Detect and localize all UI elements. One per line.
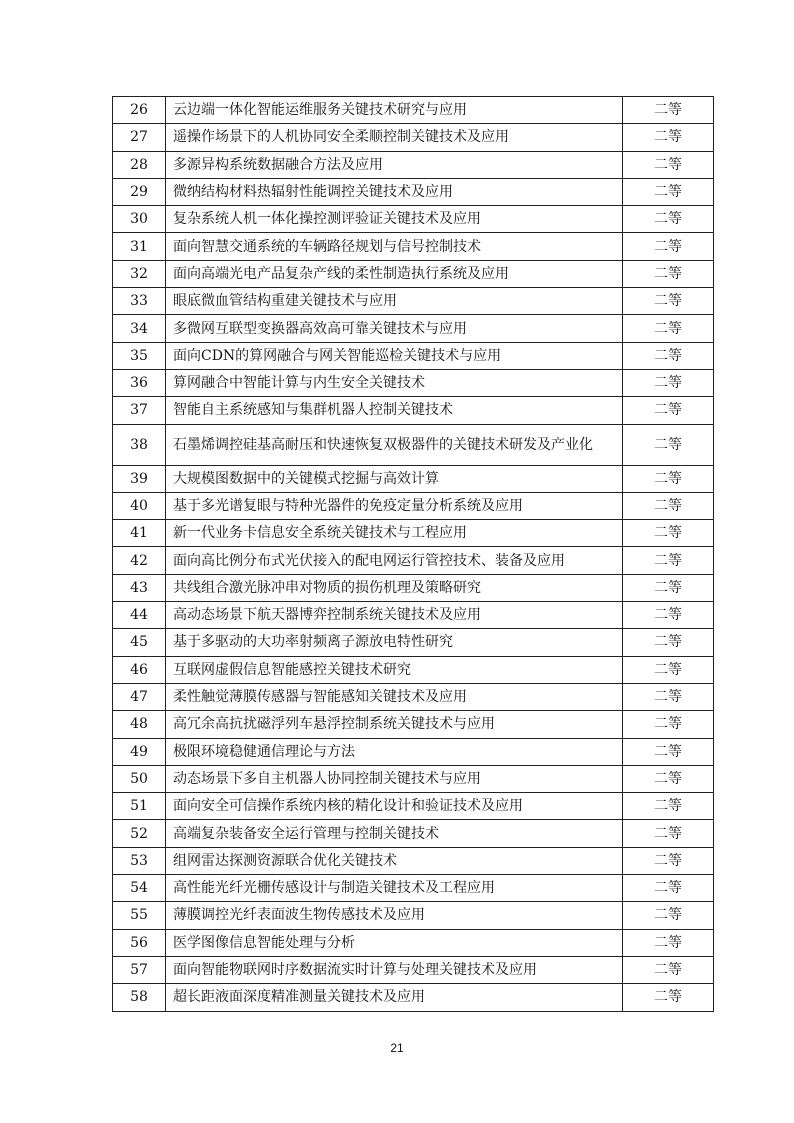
row-number: 42 [113, 547, 166, 574]
project-name: 基于多光谱复眼与特种光器件的免疫定量分析系统及应用 [166, 492, 623, 519]
award-table [112, 96, 714, 1012]
row-number: 36 [113, 369, 166, 396]
project-name: 面向智慧交通系统的车辆路径规划与信号控制技术 [166, 233, 623, 260]
row-number: 56 [113, 929, 166, 956]
table-row [113, 520, 714, 547]
table-row [113, 602, 714, 629]
project-name: 柔性触觉薄膜传感器与智能感知关键技术及应用 [166, 683, 623, 710]
project-name: 多源异构系统数据融合方法及应用 [166, 151, 623, 178]
table-row [113, 820, 714, 847]
page-number: 21 [390, 1041, 404, 1055]
row-number: 44 [113, 602, 166, 629]
table-row [113, 656, 714, 683]
award-grade: 二等 [623, 342, 714, 369]
award-grade: 二等 [623, 288, 714, 315]
table-row [113, 574, 714, 601]
table-row [113, 424, 714, 465]
row-number: 26 [113, 97, 166, 124]
table-row [113, 151, 714, 178]
row-number: 55 [113, 902, 166, 929]
project-name: 高动态场景下航天器博弈控制系统关键技术及应用 [166, 602, 623, 629]
award-grade: 二等 [623, 956, 714, 983]
award-grade: 二等 [623, 124, 714, 151]
table-row [113, 929, 714, 956]
row-number: 34 [113, 315, 166, 342]
award-grade: 二等 [623, 520, 714, 547]
row-number: 28 [113, 151, 166, 178]
table-row [113, 492, 714, 519]
award-grade: 二等 [623, 233, 714, 260]
award-grade: 二等 [623, 260, 714, 287]
row-number: 58 [113, 984, 166, 1011]
project-name: 医学图像信息智能处理与分析 [166, 929, 623, 956]
table-row [113, 683, 714, 710]
award-grade: 二等 [623, 602, 714, 629]
award-grade: 二等 [623, 765, 714, 792]
table-row [113, 711, 714, 738]
project-name: 微纳结构材料热辐射性能调控关键技术及应用 [166, 178, 623, 205]
row-number: 31 [113, 233, 166, 260]
project-name: 高端复杂装备安全运行管理与控制关键技术 [166, 820, 623, 847]
project-name: 智能自主系统感知与集群机器人控制关键技术 [166, 397, 623, 424]
project-name: 组网雷达探测资源联合优化关键技术 [166, 847, 623, 874]
table-row [113, 206, 714, 233]
project-name: 新一代业务卡信息安全系统关键技术与工程应用 [166, 520, 623, 547]
award-grade: 二等 [623, 492, 714, 519]
project-name: 超长距液面深度精准测量关键技术及应用 [166, 984, 623, 1011]
row-number: 33 [113, 288, 166, 315]
row-number: 39 [113, 465, 166, 492]
row-number: 41 [113, 520, 166, 547]
project-name: 基于多驱动的大功率射频离子源放电特性研究 [166, 629, 623, 656]
award-grade: 二等 [623, 656, 714, 683]
project-name: 高冗余高抗扰磁浮列车悬浮控制系统关键技术与应用 [166, 711, 623, 738]
row-number: 52 [113, 820, 166, 847]
row-number: 51 [113, 793, 166, 820]
row-number: 54 [113, 875, 166, 902]
row-number: 43 [113, 574, 166, 601]
project-name: 互联网虚假信息智能感控关键技术研究 [166, 656, 623, 683]
project-name: 面向高比例分布式光伏接入的配电网运行管控技术、装备及应用 [166, 547, 623, 574]
project-name: 面向CDN的算网融合与网关智能巡检关键技术与应用 [166, 342, 623, 369]
project-name: 面向高端光电产品复杂产线的柔性制造执行系统及应用 [166, 260, 623, 287]
award-grade: 二等 [623, 369, 714, 396]
table-row [113, 124, 714, 151]
project-name: 高性能光纤光栅传感设计与制造关键技术及工程应用 [166, 875, 623, 902]
award-grade: 二等 [623, 465, 714, 492]
row-number: 37 [113, 397, 166, 424]
table-row [113, 342, 714, 369]
table-row [113, 178, 714, 205]
project-name: 动态场景下多自主机器人协同控制关键技术与应用 [166, 765, 623, 792]
project-name: 眼底微血管结构重建关键技术与应用 [166, 288, 623, 315]
table-row [113, 397, 714, 424]
project-name: 薄膜调控光纤表面波生物传感技术及应用 [166, 902, 623, 929]
row-number: 38 [113, 424, 166, 465]
award-grade: 二等 [623, 820, 714, 847]
project-name: 算网融合中智能计算与内生安全关键技术 [166, 369, 623, 396]
award-grade: 二等 [623, 902, 714, 929]
row-number: 46 [113, 656, 166, 683]
award-grade: 二等 [623, 424, 714, 465]
award-grade: 二等 [623, 151, 714, 178]
project-name: 极限环境稳健通信理论与方法 [166, 738, 623, 765]
table-row [113, 793, 714, 820]
project-name: 大规模图数据中的关键模式挖掘与高效计算 [166, 465, 623, 492]
project-name: 石墨烯调控硅基高耐压和快速恢复双极器件的关键技术研发及产业化 [166, 424, 623, 465]
row-number: 45 [113, 629, 166, 656]
table-row [113, 233, 714, 260]
table-row [113, 765, 714, 792]
award-grade: 二等 [623, 683, 714, 710]
table-row [113, 902, 714, 929]
table-row [113, 547, 714, 574]
table-row [113, 847, 714, 874]
table-row [113, 369, 714, 396]
table-row [113, 465, 714, 492]
award-grade: 二等 [623, 847, 714, 874]
table-row [113, 984, 714, 1011]
table-row [113, 260, 714, 287]
award-grade: 二等 [623, 738, 714, 765]
table-row [113, 875, 714, 902]
award-grade: 二等 [623, 97, 714, 124]
table-row [113, 629, 714, 656]
award-grade: 二等 [623, 178, 714, 205]
table-row [113, 738, 714, 765]
award-grade: 二等 [623, 629, 714, 656]
project-name: 复杂系统人机一体化操控测评验证关键技术及应用 [166, 206, 623, 233]
row-number: 27 [113, 124, 166, 151]
award-grade: 二等 [623, 929, 714, 956]
table-row [113, 315, 714, 342]
award-grade: 二等 [623, 793, 714, 820]
table-row [113, 288, 714, 315]
row-number: 30 [113, 206, 166, 233]
award-grade: 二等 [623, 875, 714, 902]
project-name: 遥操作场景下的人机协同安全柔顺控制关键技术及应用 [166, 124, 623, 151]
award-grade: 二等 [623, 315, 714, 342]
project-name: 云边端一体化智能运维服务关键技术研究与应用 [166, 97, 623, 124]
row-number: 49 [113, 738, 166, 765]
row-number: 40 [113, 492, 166, 519]
row-number: 35 [113, 342, 166, 369]
row-number: 48 [113, 711, 166, 738]
row-number: 53 [113, 847, 166, 874]
award-grade: 二等 [623, 397, 714, 424]
award-grade: 二等 [623, 711, 714, 738]
project-name: 多微网互联型变换器高效高可靠关键技术与应用 [166, 315, 623, 342]
award-grade: 二等 [623, 574, 714, 601]
project-name: 面向智能物联网时序数据流实时计算与处理关键技术及应用 [166, 956, 623, 983]
row-number: 57 [113, 956, 166, 983]
award-grade: 二等 [623, 206, 714, 233]
table-row [113, 956, 714, 983]
table-row [113, 97, 714, 124]
row-number: 47 [113, 683, 166, 710]
award-table-body [113, 97, 714, 1012]
project-name: 共线组合激光脉冲串对物质的损伤机理及策略研究 [166, 574, 623, 601]
row-number: 50 [113, 765, 166, 792]
award-grade: 二等 [623, 547, 714, 574]
project-name: 面向安全可信操作系统内核的精化设计和验证技术及应用 [166, 793, 623, 820]
award-grade: 二等 [623, 984, 714, 1011]
row-number: 29 [113, 178, 166, 205]
row-number: 32 [113, 260, 166, 287]
